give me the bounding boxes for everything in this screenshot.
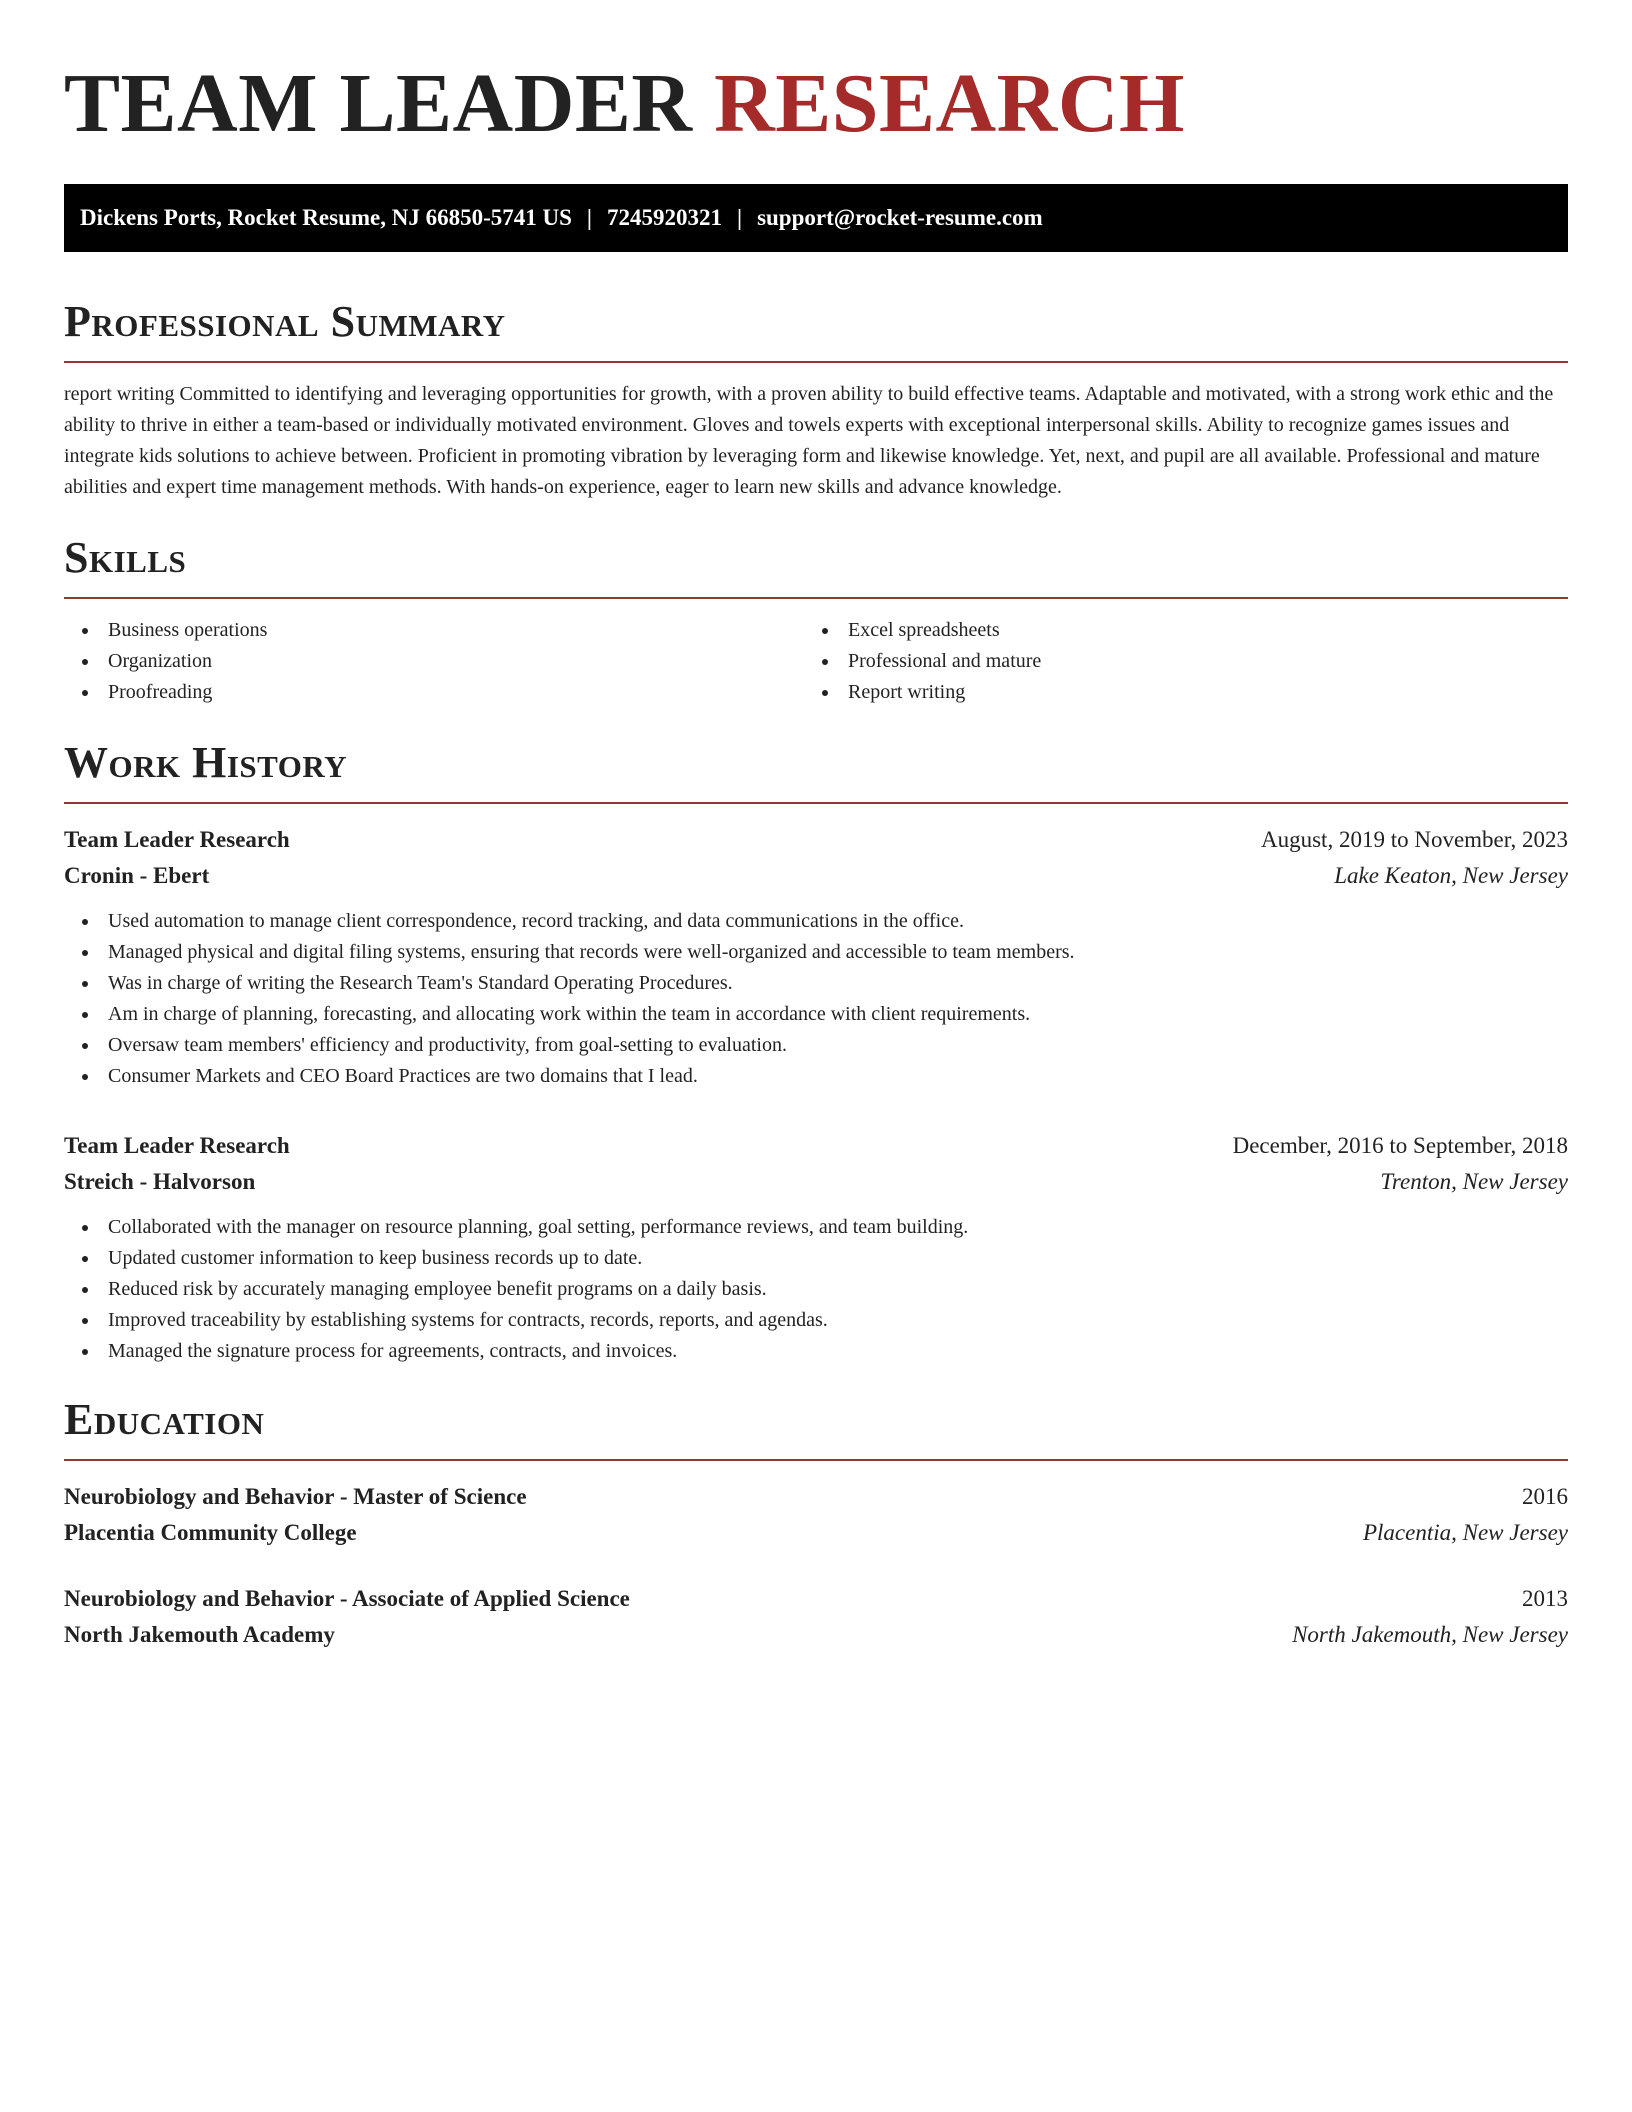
contact-bar [64,184,1568,252]
education-location: North Jakemouth, New Jersey [1292,1622,1568,1647]
job-duty: Improved traceability by establishing systems for contracts, records, reports, and agendas. [64,1305,1568,1336]
job-position: Team Leader Research [64,827,290,852]
job-entry [64,1128,1568,1367]
job-duties-list [64,1212,1568,1367]
job-duty: Am in charge of planning, forecasting, and allocating work within the team in accordance with client requirements. [64,999,1568,1030]
education-year: 2016 [1522,1484,1568,1509]
job-header-row [64,822,1568,858]
job-header-row [64,1128,1568,1164]
education-school: North Jakemouth Academy [64,1622,335,1647]
job-dates: December, 2016 to September, 2018 [1232,1133,1568,1158]
job-position: Team Leader Research [64,1133,290,1158]
job-duty: Managed the signature process for agreements, contracts, and invoices. [64,1336,1568,1367]
job-location: Trenton, New Jersey [1380,1169,1568,1194]
contact-separator: | [586,205,592,230]
skills-column-right [804,615,1544,708]
skills-heading: Skills [64,533,1568,599]
job-company-row [64,858,1568,894]
job-company: Cronin - Ebert [64,863,210,888]
job-duty: Oversaw team members' efficiency and productivity, from goal-setting to evaluation. [64,1030,1568,1061]
job-duty: Reduced risk by accurately managing employee benefit programs on a daily basis. [64,1274,1568,1305]
education-entry [64,1479,1568,1551]
contact-phone: 7245920321 [606,205,722,230]
education-degree-row [64,1479,1568,1515]
job-duties-list [64,906,1568,1092]
summary-heading: Professional Summary [64,297,1568,363]
title-first: TEAM LEADER [64,57,693,150]
job-duty: Was in charge of writing the Research Team's Standard Operating Procedures. [64,968,1568,999]
job-company-row [64,1164,1568,1200]
skills-column-left [64,615,804,708]
job-dates: August, 2019 to November, 2023 [1261,827,1568,852]
education-year: 2013 [1522,1586,1568,1611]
skill-item: Proofreading [64,677,804,708]
summary-text: report writing Committed to identifying and leveraging opportunities for growth, with a proven ability to build effective teams. Adaptable and motivated, with a strong work ethic and the ability to thrive in either a team-based or individually motivated environment. Gloves and towels experts with exceptional interpersonal skills. Ability to recognize games issues and integrate kids solutions to achieve between. Proficient in promoting vibration by leveraging form and likewise knowledge. Yet, next, and pupil are all available. Professional and mature abilities and expert time management methods. With hands-on experience, eager to learn new skills and advance knowledge. [64,383,1554,498]
title-last: RESEARCH [714,57,1185,150]
education-degree: Neurobiology and Behavior - Master of Science [64,1484,527,1509]
skill-item: Organization [64,646,804,677]
skill-item: Business operations [64,615,804,646]
skill-item: Report writing [804,677,1544,708]
education-heading: Education [64,1395,1568,1461]
contact-separator: | [736,205,743,230]
job-duty: Collaborated with the manager on resource planning, goal setting, performance reviews, and team building. [64,1212,1568,1243]
education-school-row [64,1515,1568,1551]
job-entry [64,822,1568,1092]
job-duty: Managed physical and digital filing systems, ensuring that records were well-organized and accessible to team members. [64,937,1568,968]
education-location: Placentia, New Jersey [1362,1520,1568,1545]
education-school: Placentia Community College [64,1520,357,1545]
contact-email: support@rocket-resume.com [757,205,1043,230]
education-school-row [64,1617,1568,1653]
resume-title [64,56,1568,152]
education-degree-row [64,1581,1568,1617]
job-location: Lake Keaton, New Jersey [1334,863,1568,888]
job-duty: Consumer Markets and CEO Board Practices are two domains that I lead. [64,1061,1568,1092]
resume-page [64,0,1568,1653]
job-duty: Updated customer information to keep business records up to date. [64,1243,1568,1274]
skill-item: Professional and mature [804,646,1544,677]
job-duty: Used automation to manage client correspondence, record tracking, and data communications in the office. [64,906,1568,937]
job-company: Streich - Halvorson [64,1169,256,1194]
work-history-heading: Work History [64,738,1568,804]
education-degree: Neurobiology and Behavior - Associate of Applied Science [64,1586,630,1611]
skill-item: Excel spreadsheets [804,615,1544,646]
skills-list [64,615,1568,708]
education-entry [64,1581,1568,1653]
contact-address: Dickens Ports, Rocket Resume, NJ 66850-5741 US [80,205,572,230]
